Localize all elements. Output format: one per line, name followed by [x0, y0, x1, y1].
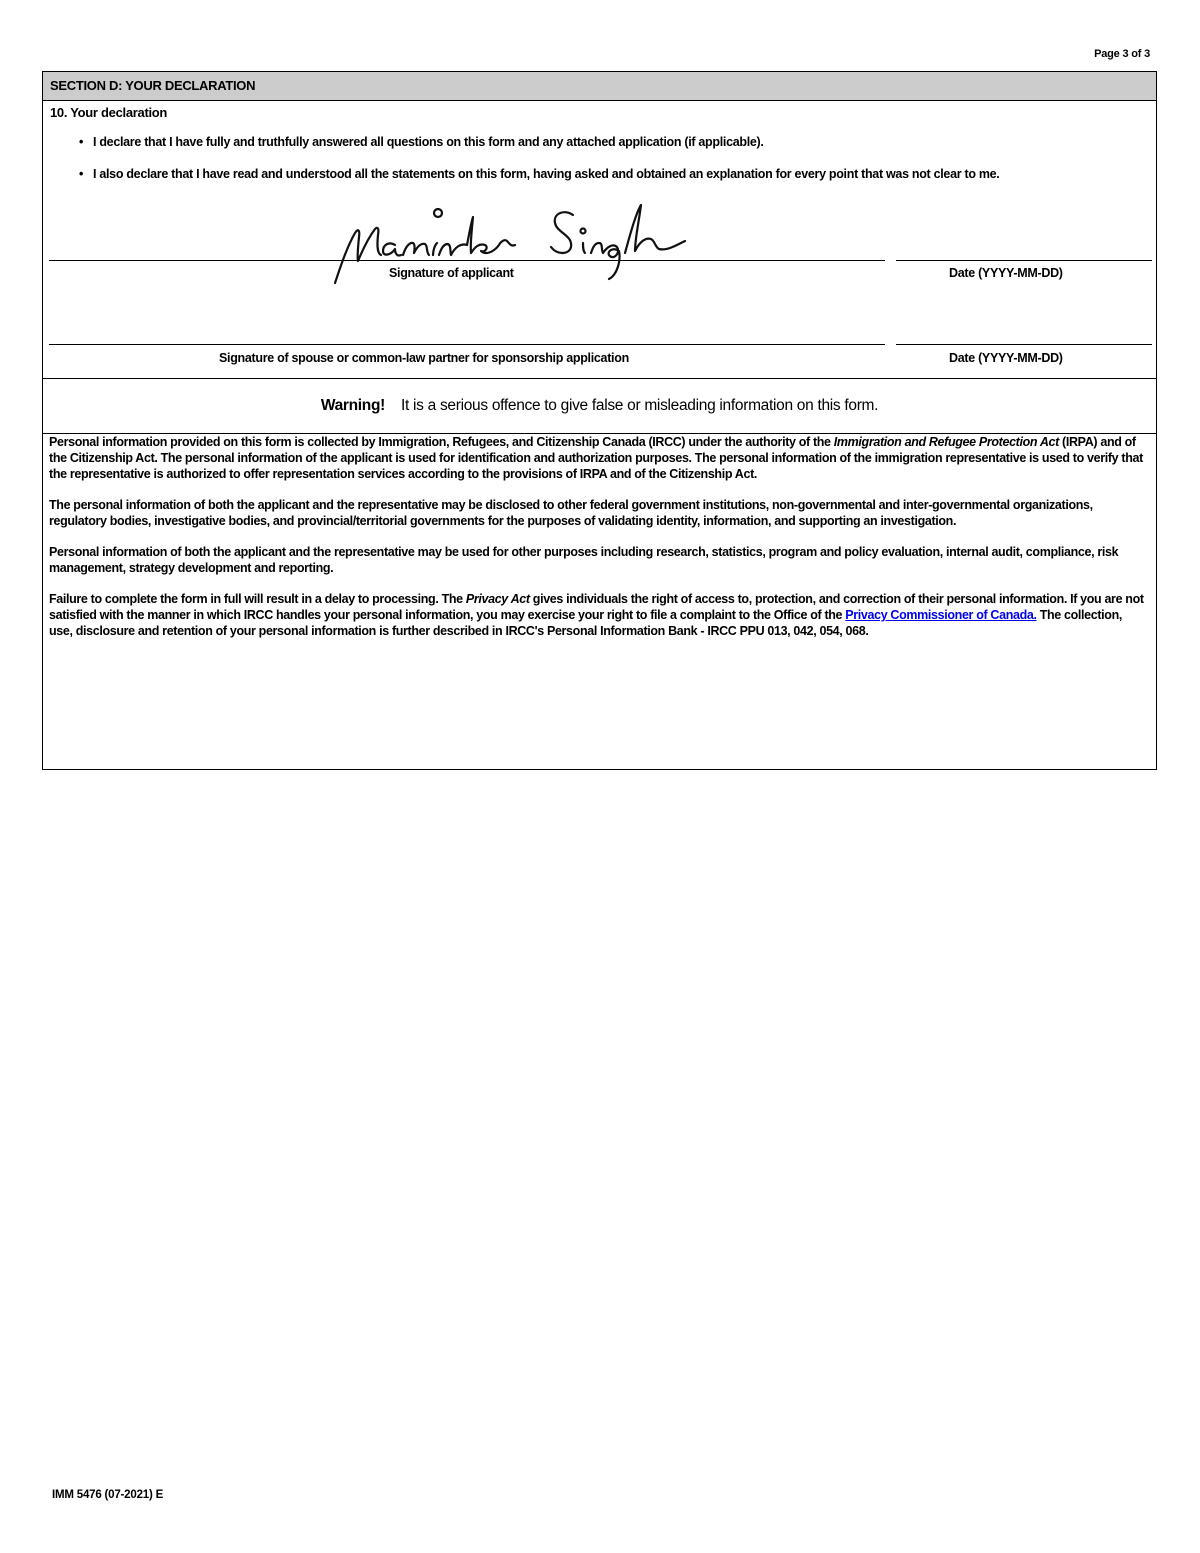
privacy-text: Personal information provided on this form is collected by Immigration, Refugees, and Citizenship Canada (IRCC) under the authority of the — [49, 435, 834, 449]
form-code: IMM 5476 (07-2021) E — [52, 1489, 164, 1501]
privacy-paragraph: The personal information of both the applicant and the representative may be disclosed to other federal government institutions, non-governmental and inter-governmental organizations, regulatory bodies, investigative bodies, and provincial/territorial governments for the purposes of validating identity, information, and supporting an investigation. — [49, 498, 1093, 528]
spouse-date-line — [896, 344, 1152, 345]
privacy-text: (IRPA) and of the Citizenship Act. The personal information of the applicant is used for identification and authorization purposes. The personal information of the immigration representative is used to verify that the representative is authorized to offer representation services according to the provisions of IRPA and of the Citizenship Act. — [49, 435, 1143, 481]
privacy-text: The collection, use, disclosure and retention of your personal information is further described in IRCC's Personal Information Bank - IRCC PPU 013, 042, 054, 068. — [49, 608, 1122, 638]
applicant-signature-label: Signature of applicant — [389, 266, 514, 280]
warning-box — [42, 378, 1157, 434]
privacy-text: Failure to complete the form in full will result in a delay to processing. The — [49, 592, 466, 606]
declaration-text: I declare that I have fully and truthfully answered all questions on this form and any attached application (if applicable). — [93, 135, 764, 149]
bullet-icon: • — [79, 167, 84, 181]
declaration-text: I also declare that I have read and understood all the statements on this form, having asked and obtained an explanation for every point that was not clear to me. — [93, 167, 1000, 181]
page-number: Page 3 of 3 — [1094, 48, 1150, 60]
section-header: SECTION D: YOUR DECLARATION — [43, 72, 1156, 101]
applicant-date-line — [896, 260, 1152, 261]
applicant-date-label: Date (YYYY-MM-DD) — [949, 266, 1063, 280]
privacy-text: gives individuals the right of access to, protection, and correction of their personal information. If you are not satisfied with the manner in which IRCC handles your personal information, you may exercise your right to file a complaint to the Office of the — [49, 592, 1144, 622]
act-name: Immigration and Refugee Protection Act — [833, 435, 1059, 449]
declaration-form — [42, 71, 1157, 770]
warning-text: It is a serious offence to give false or misleading information on this form. — [401, 397, 879, 414]
spouse-signature-line — [49, 344, 885, 345]
declaration-item — [79, 134, 1146, 151]
privacy-paragraph: Personal information of both the applicant and the representative may be used for other purposes including research, statistics, program and policy evaluation, internal audit, compliance, risk management, strategy development and reporting. — [49, 545, 1119, 575]
spouse-date-label: Date (YYYY-MM-DD) — [949, 351, 1063, 365]
declaration-item — [79, 166, 1146, 183]
act-name: Privacy Act — [465, 592, 530, 606]
privacy-paragraph — [49, 434, 1148, 482]
spouse-signature-label: Signature of spouse or common-law partner for sponsorship application — [219, 351, 629, 365]
privacy-commissioner-link[interactable]: Privacy Commissioner of Canada. — [845, 608, 1037, 622]
question-title: 10. Your declaration — [50, 105, 168, 120]
warning-label: Warning! — [320, 397, 385, 414]
privacy-paragraph — [49, 591, 1148, 639]
applicant-signature-image — [325, 195, 695, 290]
bullet-icon: • — [79, 135, 84, 149]
privacy-notice — [49, 434, 1148, 654]
